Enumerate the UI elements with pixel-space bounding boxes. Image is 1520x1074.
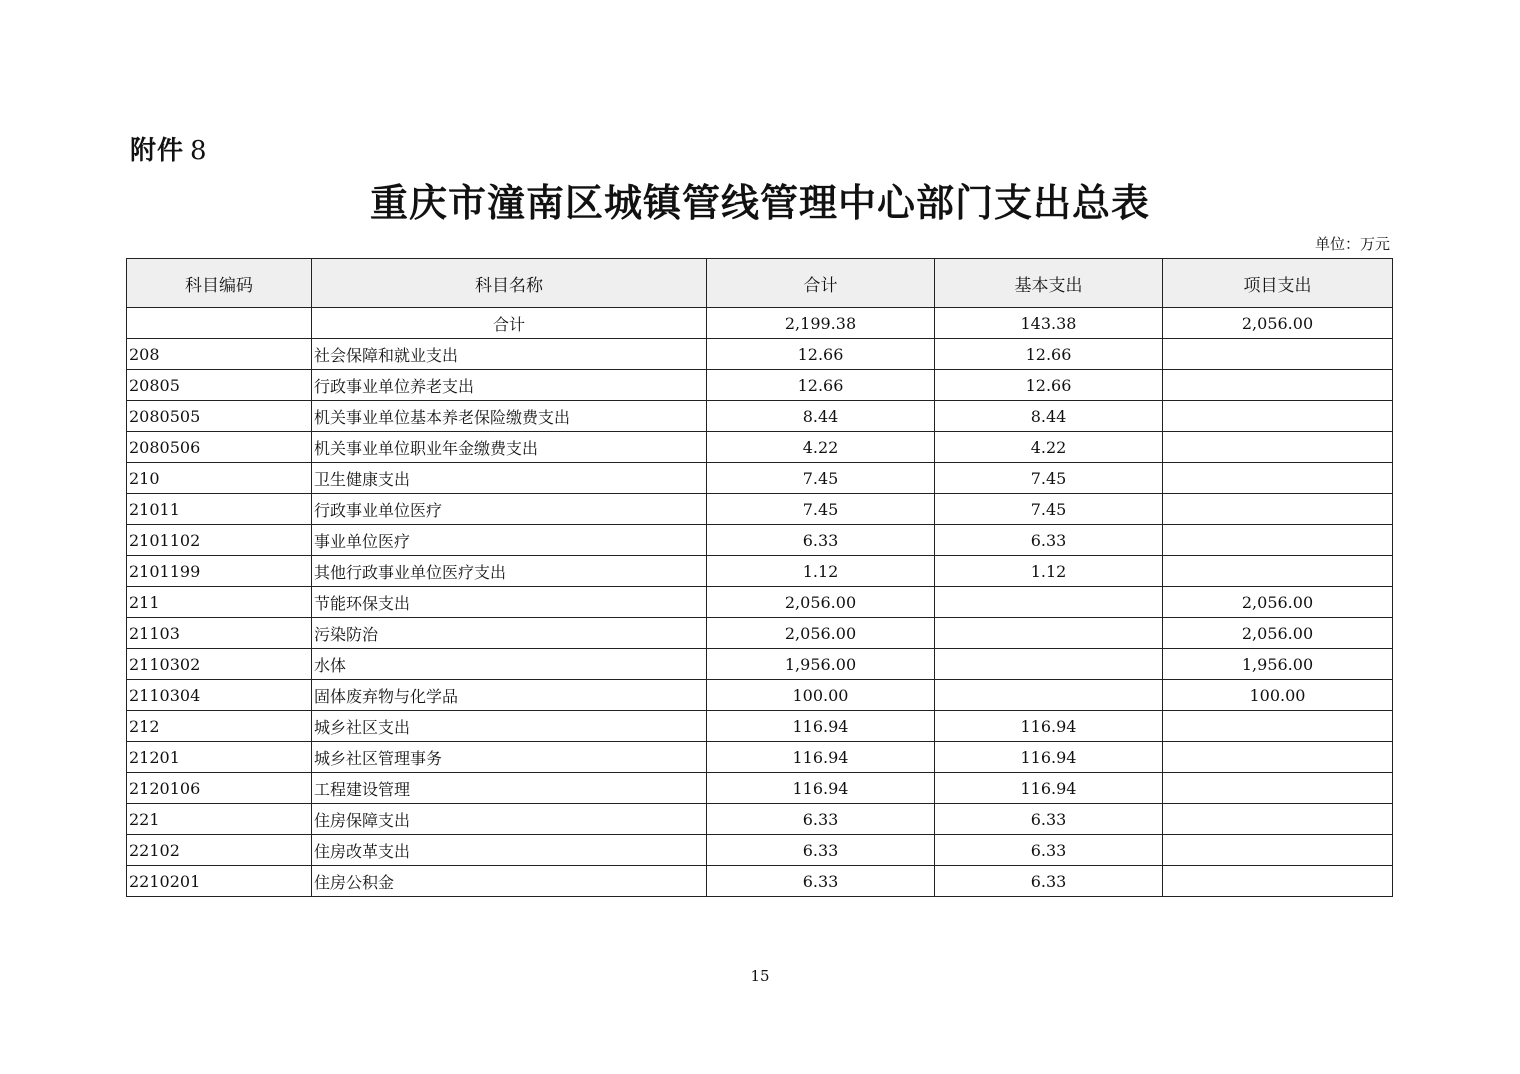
table-total-row bbox=[127, 308, 1393, 339]
row-name: 机关事业单位基本养老保险缴费支出 bbox=[312, 401, 707, 432]
row-total: 12.66 bbox=[707, 339, 935, 370]
table-row bbox=[127, 680, 1393, 711]
row-code: 21103 bbox=[127, 618, 312, 649]
row-total: 6.33 bbox=[707, 866, 935, 897]
row-project bbox=[1163, 804, 1393, 835]
row-code: 21011 bbox=[127, 494, 312, 525]
row-basic: 7.45 bbox=[935, 463, 1163, 494]
table-row bbox=[127, 866, 1393, 897]
row-basic: 4.22 bbox=[935, 432, 1163, 463]
row-project bbox=[1163, 339, 1393, 370]
row-project bbox=[1163, 835, 1393, 866]
document-title: 重庆市潼南区城镇管线管理中心部门支出总表 bbox=[369, 180, 1150, 225]
header-basic-expenditure: 基本支出 bbox=[935, 259, 1163, 308]
row-code: 20805 bbox=[127, 370, 312, 401]
row-code: 21201 bbox=[127, 742, 312, 773]
table-row bbox=[127, 773, 1393, 804]
unit-note: 单位：万元 bbox=[1314, 235, 1390, 253]
row-name: 行政事业单位养老支出 bbox=[312, 370, 707, 401]
row-basic: 12.66 bbox=[935, 339, 1163, 370]
table-row bbox=[127, 370, 1393, 401]
row-total: 6.33 bbox=[707, 525, 935, 556]
total-row-name: 合计 bbox=[312, 308, 707, 339]
row-code: 2110302 bbox=[127, 649, 312, 680]
row-name: 固体废弃物与化学品 bbox=[312, 680, 707, 711]
row-total: 6.33 bbox=[707, 804, 935, 835]
row-basic: 8.44 bbox=[935, 401, 1163, 432]
row-name: 污染防治 bbox=[312, 618, 707, 649]
table-row bbox=[127, 587, 1393, 618]
row-project bbox=[1163, 556, 1393, 587]
row-project bbox=[1163, 866, 1393, 897]
row-code: 2101102 bbox=[127, 525, 312, 556]
row-basic: 116.94 bbox=[935, 711, 1163, 742]
row-code: 210 bbox=[127, 463, 312, 494]
row-name: 住房公积金 bbox=[312, 866, 707, 897]
row-basic: 6.33 bbox=[935, 866, 1163, 897]
row-project: 1,956.00 bbox=[1163, 649, 1393, 680]
row-project bbox=[1163, 711, 1393, 742]
table-row bbox=[127, 339, 1393, 370]
row-total: 116.94 bbox=[707, 742, 935, 773]
row-total: 8.44 bbox=[707, 401, 935, 432]
row-name: 其他行政事业单位医疗支出 bbox=[312, 556, 707, 587]
row-name: 住房保障支出 bbox=[312, 804, 707, 835]
row-project bbox=[1163, 463, 1393, 494]
table-row bbox=[127, 711, 1393, 742]
table-row bbox=[127, 618, 1393, 649]
row-code: 208 bbox=[127, 339, 312, 370]
row-total: 7.45 bbox=[707, 463, 935, 494]
row-code: 2080505 bbox=[127, 401, 312, 432]
row-project: 100.00 bbox=[1163, 680, 1393, 711]
row-total: 1.12 bbox=[707, 556, 935, 587]
row-total: 6.33 bbox=[707, 835, 935, 866]
row-code: 212 bbox=[127, 711, 312, 742]
row-basic: 6.33 bbox=[935, 804, 1163, 835]
total-row-total: 2,199.38 bbox=[707, 308, 935, 339]
row-basic: 7.45 bbox=[935, 494, 1163, 525]
total-row-basic: 143.38 bbox=[935, 308, 1163, 339]
table-row bbox=[127, 649, 1393, 680]
row-name: 节能环保支出 bbox=[312, 587, 707, 618]
row-name: 事业单位医疗 bbox=[312, 525, 707, 556]
table-row bbox=[127, 525, 1393, 556]
row-basic: 12.66 bbox=[935, 370, 1163, 401]
row-code: 22102 bbox=[127, 835, 312, 866]
row-total: 7.45 bbox=[707, 494, 935, 525]
row-basic bbox=[935, 587, 1163, 618]
table-row bbox=[127, 494, 1393, 525]
expenditure-table bbox=[126, 258, 1393, 897]
row-code: 2120106 bbox=[127, 773, 312, 804]
row-project bbox=[1163, 401, 1393, 432]
row-total: 2,056.00 bbox=[707, 618, 935, 649]
row-basic: 116.94 bbox=[935, 773, 1163, 804]
row-total: 4.22 bbox=[707, 432, 935, 463]
table-row bbox=[127, 804, 1393, 835]
row-basic: 6.33 bbox=[935, 835, 1163, 866]
total-row-project: 2,056.00 bbox=[1163, 308, 1393, 339]
row-project bbox=[1163, 370, 1393, 401]
row-name: 工程建设管理 bbox=[312, 773, 707, 804]
row-code: 2080506 bbox=[127, 432, 312, 463]
row-name: 住房改革支出 bbox=[312, 835, 707, 866]
row-basic: 6.33 bbox=[935, 525, 1163, 556]
table-row bbox=[127, 835, 1393, 866]
row-code: 221 bbox=[127, 804, 312, 835]
row-name: 卫生健康支出 bbox=[312, 463, 707, 494]
row-code: 2210201 bbox=[127, 866, 312, 897]
row-name: 水体 bbox=[312, 649, 707, 680]
header-project-expenditure: 项目支出 bbox=[1163, 259, 1393, 308]
row-total: 116.94 bbox=[707, 711, 935, 742]
header-total: 合计 bbox=[707, 259, 935, 308]
attachment-label bbox=[130, 130, 208, 167]
row-basic bbox=[935, 680, 1163, 711]
attachment-number: 8 bbox=[190, 136, 208, 166]
row-basic: 1.12 bbox=[935, 556, 1163, 587]
row-project: 2,056.00 bbox=[1163, 587, 1393, 618]
header-subject-code: 科目编码 bbox=[127, 259, 312, 308]
table-row bbox=[127, 742, 1393, 773]
row-basic bbox=[935, 649, 1163, 680]
row-project bbox=[1163, 432, 1393, 463]
row-total: 2,056.00 bbox=[707, 587, 935, 618]
table-row bbox=[127, 556, 1393, 587]
table-header-row bbox=[127, 259, 1393, 308]
row-total: 1,956.00 bbox=[707, 649, 935, 680]
page-number: 15 bbox=[750, 967, 770, 985]
row-code: 2110304 bbox=[127, 680, 312, 711]
row-code: 2101199 bbox=[127, 556, 312, 587]
row-project bbox=[1163, 494, 1393, 525]
attachment-label-text: 附件 bbox=[130, 136, 185, 166]
row-name: 城乡社区管理事务 bbox=[312, 742, 707, 773]
row-project: 2,056.00 bbox=[1163, 618, 1393, 649]
row-project bbox=[1163, 742, 1393, 773]
table-row bbox=[127, 432, 1393, 463]
table-row bbox=[127, 401, 1393, 432]
row-total: 100.00 bbox=[707, 680, 935, 711]
row-project bbox=[1163, 525, 1393, 556]
row-total: 116.94 bbox=[707, 773, 935, 804]
table-row bbox=[127, 463, 1393, 494]
row-name: 城乡社区支出 bbox=[312, 711, 707, 742]
total-row-code bbox=[127, 308, 312, 339]
row-basic bbox=[935, 618, 1163, 649]
row-total: 12.66 bbox=[707, 370, 935, 401]
row-code: 211 bbox=[127, 587, 312, 618]
header-subject-name: 科目名称 bbox=[312, 259, 707, 308]
row-project bbox=[1163, 773, 1393, 804]
row-basic: 116.94 bbox=[935, 742, 1163, 773]
row-name: 社会保障和就业支出 bbox=[312, 339, 707, 370]
row-name: 行政事业单位医疗 bbox=[312, 494, 707, 525]
row-name: 机关事业单位职业年金缴费支出 bbox=[312, 432, 707, 463]
